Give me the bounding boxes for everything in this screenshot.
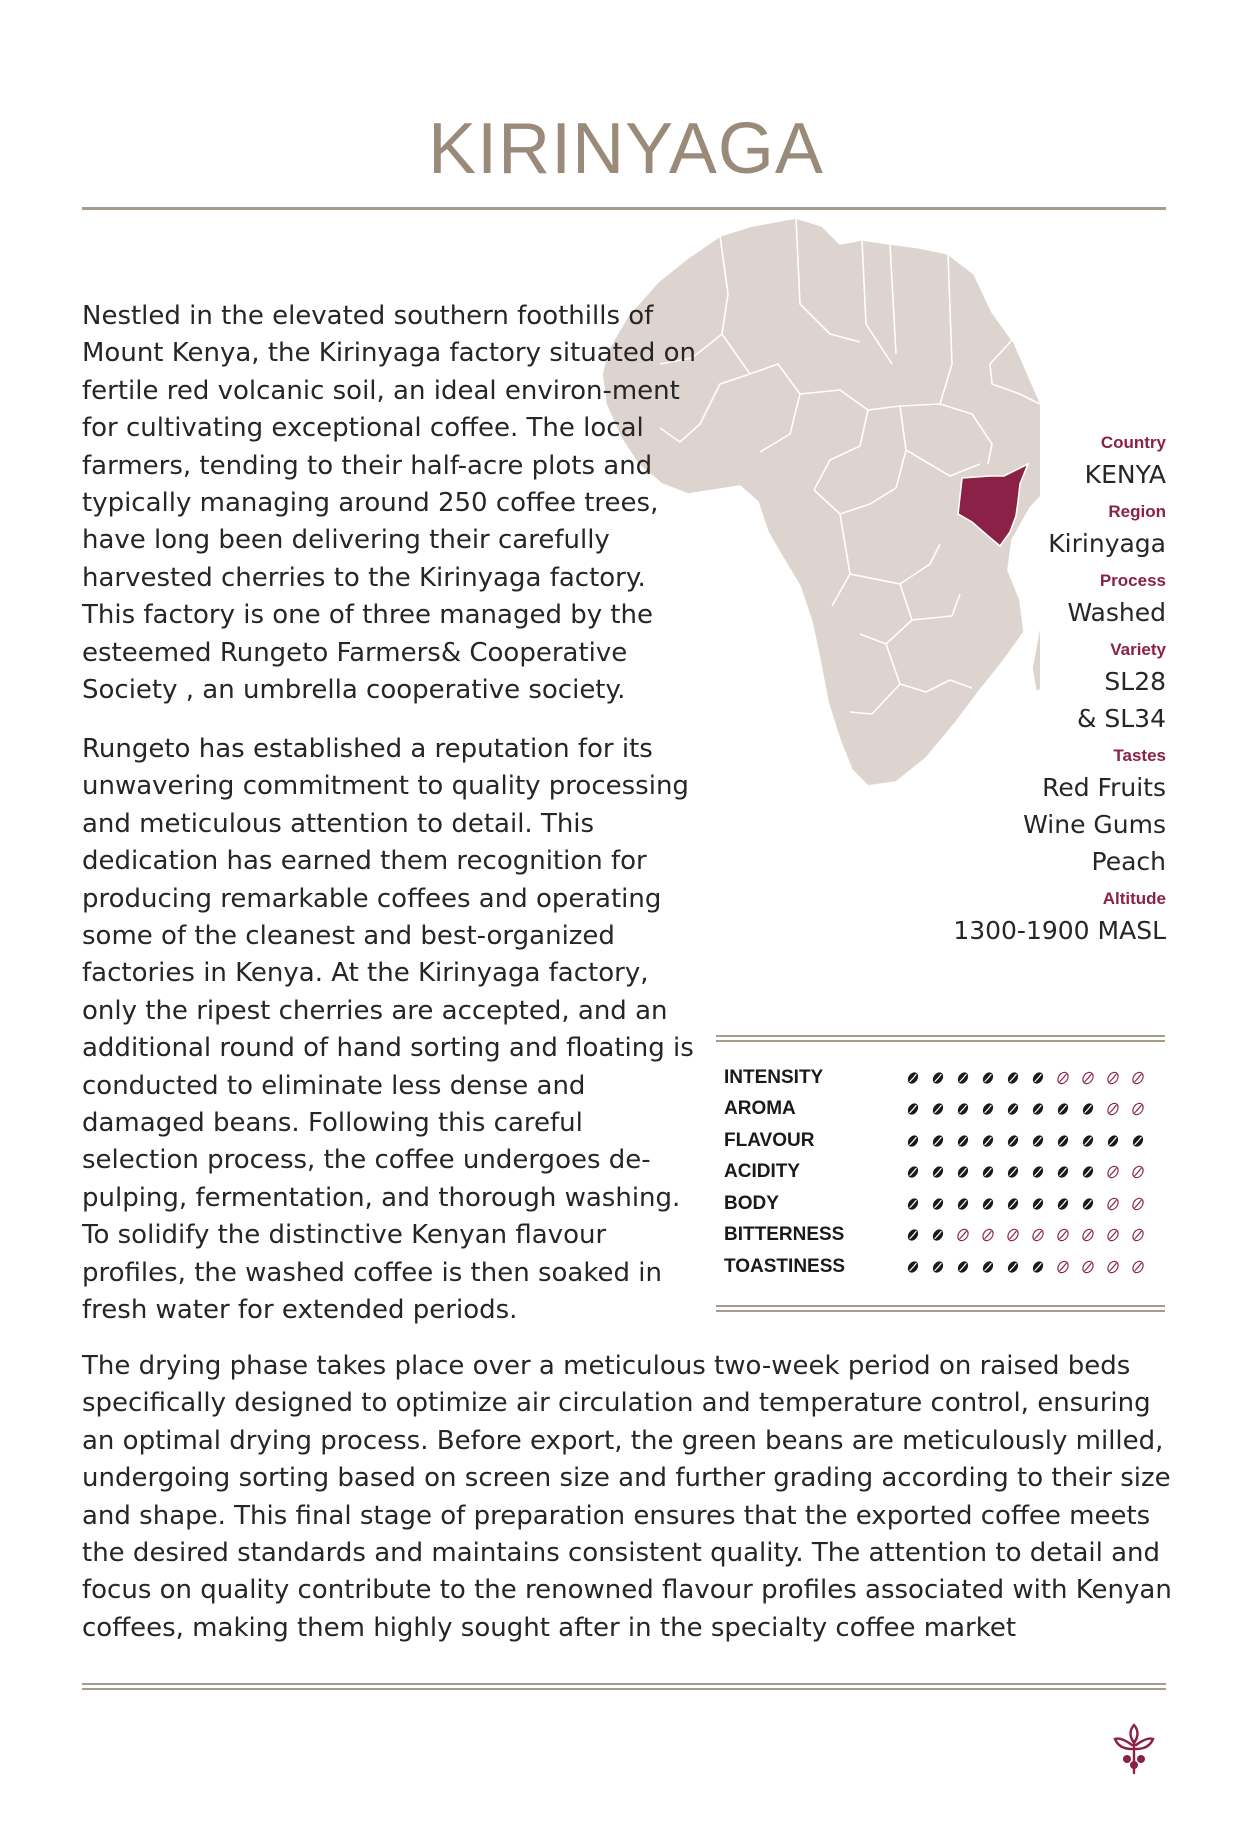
rating-beans (906, 1260, 1145, 1274)
empty-bean-icon (1056, 1071, 1070, 1085)
rating-beans (906, 1102, 1145, 1116)
filled-bean-icon (931, 1228, 945, 1242)
filled-bean-icon (1031, 1102, 1045, 1116)
variety-value-2: & SL34 (1076, 704, 1166, 733)
filled-bean-icon (1056, 1165, 1070, 1179)
filled-bean-icon (1081, 1102, 1095, 1116)
rating-beans (906, 1228, 1145, 1242)
closing-paragraph: The drying phase takes place over a meticulous two-week period on raised beds specifically designed to optimize air circulation and temperature control, ensuring an optimal drying process. Before export, the green beans are meticulously milled, undergoing sorting based on screen size and further grading according to their size and shape. This final stage of preparation ensures that the exported coffee meets the desired standards and maintains consistent quality. The attention to detail and focus on quality contribute to the renowned flavour profiles associated with Kenyan coffees, making them highly sought after in the specialty coffee market (82, 1351, 1172, 1643)
empty-bean-icon (1106, 1260, 1120, 1274)
coffee-specs (866, 430, 1166, 955)
filled-bean-icon (956, 1197, 970, 1211)
process-label: Process (1099, 571, 1166, 590)
empty-bean-icon (1081, 1228, 1095, 1242)
filled-bean-icon (906, 1134, 920, 1148)
empty-bean-icon (1081, 1071, 1095, 1085)
filled-bean-icon (1081, 1134, 1095, 1148)
taste-3: Peach (1091, 847, 1166, 876)
filled-bean-icon (956, 1102, 970, 1116)
filled-bean-icon (1006, 1197, 1020, 1211)
empty-bean-icon (1131, 1228, 1145, 1242)
filled-bean-icon (1031, 1134, 1045, 1148)
empty-bean-icon (1106, 1102, 1120, 1116)
ratings-bottom-rule (716, 1305, 1165, 1312)
filled-bean-icon (931, 1260, 945, 1274)
empty-bean-icon (1006, 1228, 1020, 1242)
empty-bean-icon (1131, 1165, 1145, 1179)
rating-beans (906, 1134, 1145, 1148)
empty-bean-icon (1056, 1228, 1070, 1242)
region-value: Kirinyaga (1048, 529, 1166, 558)
filled-bean-icon (906, 1197, 920, 1211)
filled-bean-icon (906, 1165, 920, 1179)
filled-bean-icon (956, 1071, 970, 1085)
rating-label: BODY (724, 1192, 779, 1214)
rating-label: FLAVOUR (724, 1129, 815, 1151)
rating-row-flavour (724, 1125, 1164, 1157)
filled-bean-icon (1131, 1134, 1145, 1148)
filled-bean-icon (956, 1260, 970, 1274)
rating-beans (906, 1165, 1145, 1179)
country-label: Country (1100, 433, 1166, 452)
filled-bean-icon (1056, 1134, 1070, 1148)
filled-bean-icon (981, 1165, 995, 1179)
tastes-label: Tastes (1113, 746, 1166, 765)
rating-row-aroma (724, 1094, 1164, 1126)
filled-bean-icon (1031, 1197, 1045, 1211)
filled-bean-icon (1056, 1102, 1070, 1116)
empty-bean-icon (1106, 1197, 1120, 1211)
rating-label: ACIDITY (724, 1161, 800, 1183)
rating-row-intensity (724, 1062, 1164, 1094)
empty-bean-icon (1031, 1228, 1045, 1242)
title-rule (82, 207, 1166, 210)
empty-bean-icon (1106, 1165, 1120, 1179)
filled-bean-icon (1006, 1071, 1020, 1085)
process-value: Washed (1067, 598, 1166, 627)
filled-bean-icon (981, 1071, 995, 1085)
empty-bean-icon (1106, 1228, 1120, 1242)
empty-bean-icon (1131, 1260, 1145, 1274)
filled-bean-icon (1031, 1260, 1045, 1274)
filled-bean-icon (1031, 1165, 1045, 1179)
rating-label: TOASTINESS (724, 1255, 846, 1277)
flavor-ratings (724, 1062, 1164, 1283)
empty-bean-icon (1106, 1071, 1120, 1085)
empty-bean-icon (1131, 1102, 1145, 1116)
taste-1: Red Fruits (1042, 773, 1166, 802)
filled-bean-icon (1031, 1071, 1045, 1085)
empty-bean-icon (1081, 1260, 1095, 1274)
rating-row-body (724, 1188, 1164, 1220)
variety-label: Variety (1110, 640, 1166, 659)
filled-bean-icon (906, 1102, 920, 1116)
filled-bean-icon (931, 1165, 945, 1179)
filled-bean-icon (931, 1102, 945, 1116)
rating-row-toastiness (724, 1251, 1164, 1283)
region-label: Region (1108, 502, 1166, 521)
country-value: KENYA (1084, 460, 1166, 489)
filled-bean-icon (906, 1260, 920, 1274)
filled-bean-icon (1056, 1197, 1070, 1211)
intro-paragraph: Nestled in the elevated southern foothills of Mount Kenya, the Kirinyaga factory situated on fertile red volcanic soil, an ideal environ-ment for cultivating exceptional coffee. The local farmers, tending to their half-acre plots and typically managing around 250 coffee trees, have long been delivering their carefully harvested cherries to the Kirinyaga factory. This factory is one of three managed by the esteemed Rungeto Farmers& Cooperative Society , an umbrella cooperative society. (82, 301, 696, 706)
second-paragraph: Rungeto has established a reputation for its unwavering commitment to quality processing and meticulous attention to detail. This dedication has earned them recognition for producing remarkable coffees and operating some of the cleanest and best-organized factories in Kenya. At the Kirinyaga factory, only the ripest cherries are accepted, and an additional round of hand sorting and floating is conducted to eliminate less dense and damaged beans. Following this careful selection process, the coffee undergoes de-pulping, fermentation, and thorough washing. To solidify the distinctive Kenyan flavour profiles, the washed coffee is then soaked in fresh water for extended periods. (82, 734, 694, 1326)
filled-bean-icon (1081, 1197, 1095, 1211)
rating-label: BITTERNESS (724, 1224, 845, 1246)
rating-beans (906, 1071, 1145, 1085)
filled-bean-icon (981, 1102, 995, 1116)
filled-bean-icon (981, 1134, 995, 1148)
rating-beans (906, 1197, 1145, 1211)
filled-bean-icon (1006, 1260, 1020, 1274)
filled-bean-icon (1081, 1165, 1095, 1179)
empty-bean-icon (981, 1228, 995, 1242)
filled-bean-icon (1006, 1165, 1020, 1179)
empty-bean-icon (1131, 1071, 1145, 1085)
ratings-top-rule (716, 1035, 1165, 1042)
filled-bean-icon (906, 1071, 920, 1085)
filled-bean-icon (1006, 1134, 1020, 1148)
rating-row-bitterness (724, 1220, 1164, 1252)
rating-label: AROMA (724, 1098, 796, 1120)
filled-bean-icon (981, 1197, 995, 1211)
altitude-value: 1300-1900 MASL (953, 916, 1166, 945)
filled-bean-icon (906, 1228, 920, 1242)
empty-bean-icon (1056, 1260, 1070, 1274)
rating-label: INTENSITY (724, 1066, 824, 1088)
filled-bean-icon (981, 1260, 995, 1274)
footer-rule (82, 1683, 1166, 1690)
rating-row-acidity (724, 1157, 1164, 1189)
filled-bean-icon (956, 1165, 970, 1179)
variety-value-1: SL28 (1104, 667, 1166, 696)
empty-bean-icon (956, 1228, 970, 1242)
empty-bean-icon (1131, 1197, 1145, 1211)
coffee-plant-logo-icon (1111, 1715, 1157, 1775)
filled-bean-icon (956, 1134, 970, 1148)
filled-bean-icon (931, 1134, 945, 1148)
filled-bean-icon (1006, 1102, 1020, 1116)
filled-bean-icon (931, 1071, 945, 1085)
altitude-label: Altitude (1102, 889, 1166, 908)
filled-bean-icon (1106, 1134, 1120, 1148)
page-title: KIRINYAGA (428, 109, 824, 189)
filled-bean-icon (931, 1197, 945, 1211)
taste-2: Wine Gums (1023, 810, 1166, 839)
